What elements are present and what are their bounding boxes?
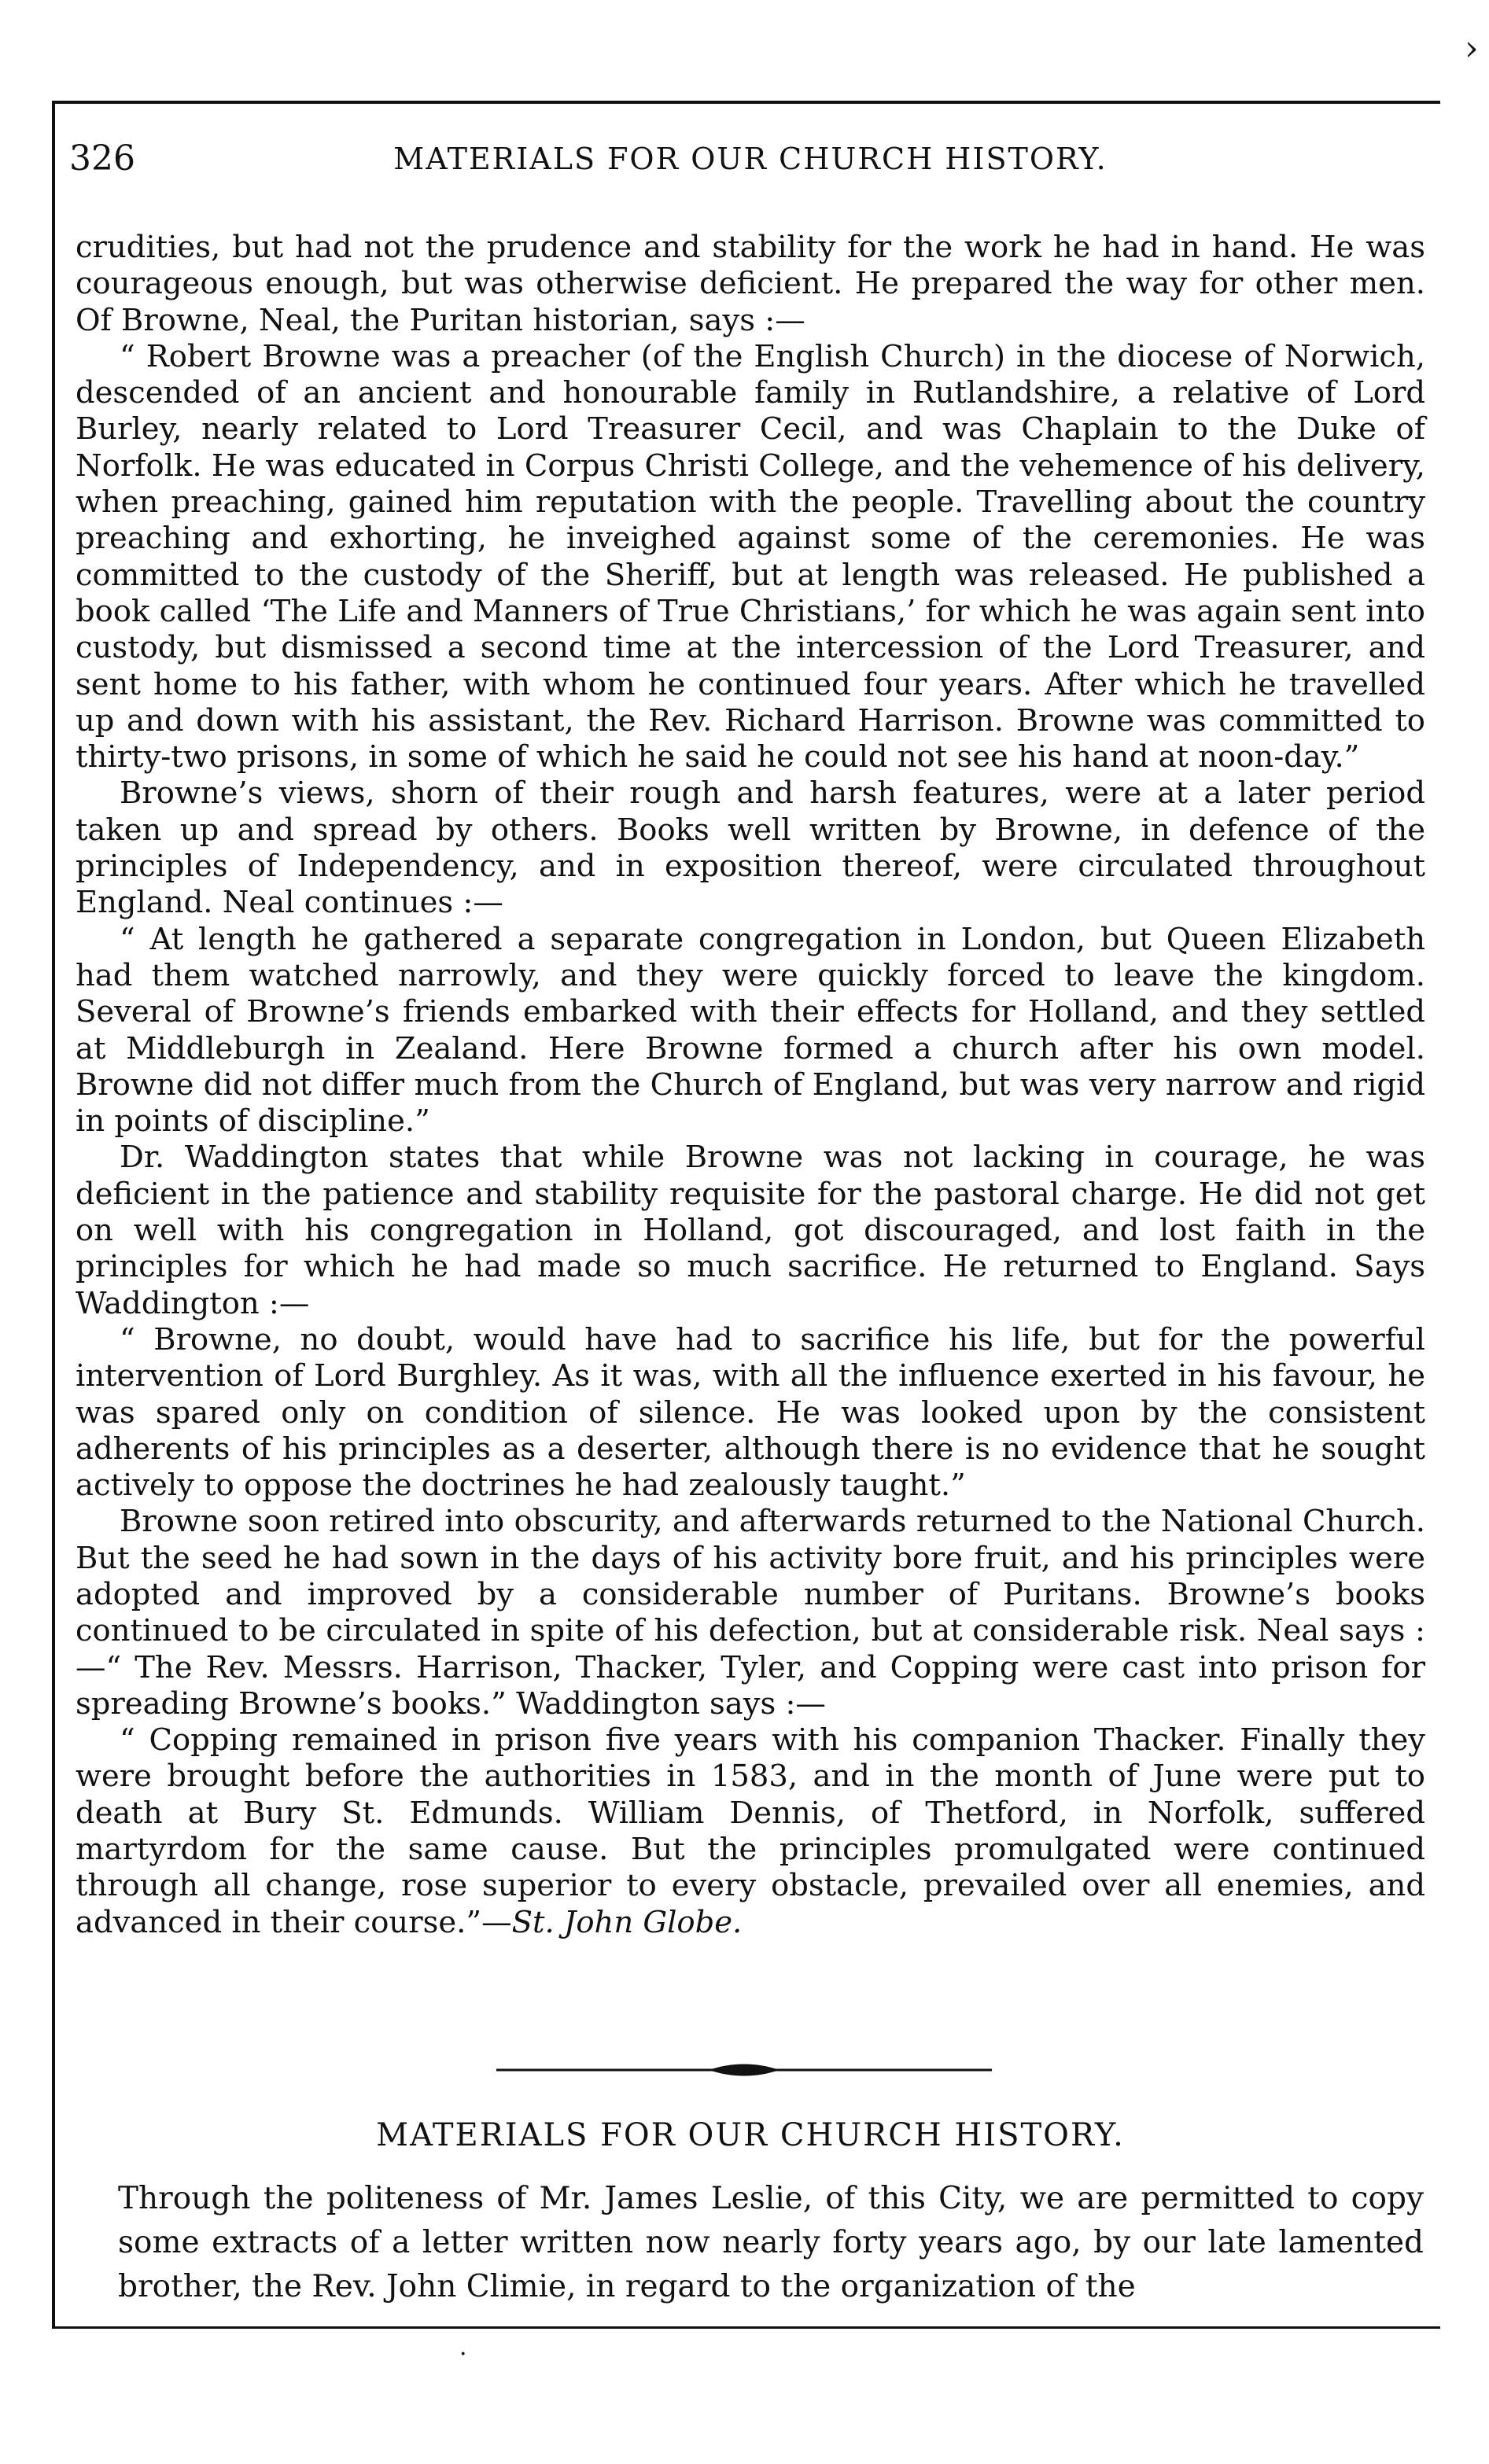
page-number: 326	[69, 138, 135, 179]
article-final-paragraph	[76, 1722, 1425, 1941]
article-paragraph: “ Robert Browne was a preacher (of the English Church) in the diocese of Norwich, descended of an ancient and honourable family in Rutlandshire, a relative of Lord Burley, nearly related to Lord Treasurer Cecil, and was Chaplain to the Duke of Norfolk. He was educated in Corpus Christi College, and the vehemence of his delivery, when preaching, gained him reputation with the people. Travelling about the country preaching and exhorting, he inveighed against some of the ceremonies. He was committed to the custody of the Sheriff, but at length was released. He published a book called ‘The Life and Manners of True Christians,’ for which he was again sent into custody, but dismissed a second time at the intercession of the Lord Treasurer, and sent home to his father, with whom he continued four years. After which he travelled up and down with his assistant, the Rev. Richard Harrison. Browne was committed to thirty-two prisons, in some of which he said he could not see his hand at noon-day.”	[76, 338, 1425, 775]
article-paragraph: Browne’s views, shorn of their rough and harsh features, were at a later period taken up and spread by others. Books well written by Browne, in defence of the principles of Independency, and in exposition thereof, were circulated throughout England. Neal continues :—	[76, 775, 1425, 921]
section-divider-ornament	[496, 2061, 992, 2079]
page-frame-top-rule	[52, 101, 1440, 104]
page-frame-bottom-rule	[52, 2326, 1440, 2329]
running-title: MATERIALS FOR OUR CHURCH HISTORY.	[393, 142, 1108, 176]
source-attribution: St. John Globe.	[511, 1904, 743, 1940]
scan-speck: ·	[459, 2341, 467, 2368]
section-heading: MATERIALS FOR OUR CHURCH HISTORY.	[376, 2117, 1125, 2153]
section-paragraph: Through the politeness of Mr. James Leslie, of this City, we are permitted to copy some extracts of a letter written now nearly forty years ago, by our late lamented brother, the Rev. John Climie, in regard to the organization of the	[118, 2181, 1424, 2304]
article-body	[76, 230, 1425, 1941]
final-paragraph-text: “ Copping remained in prison five years with his companion Thacker. Finally they were brought before the authorities in 1583, and in the month of June were put to death at Bury St. Edmunds. William Dennis, of Thetford, in Norfolk, suffered martyrdom for the same cause. But the principles promulgated were continued through all change, rose superior to every obstacle, prevailed over all enemies, and advanced in their course.”—	[76, 1722, 1425, 1940]
page-frame-left-rule	[52, 101, 55, 2326]
article-paragraph: “ Browne, no doubt, would have had to sacrifice his life, but for the powerful intervention of Lord Burghley. As it was, with all the influence exerted in his favour, he was spared only on condition of silence. He was looked upon by the consistent adherents of his principles as a deserter, although there is no evidence that he sought actively to oppose the doctrines he had zealously taught.”	[76, 1321, 1425, 1504]
article-paragraph: crudities, but had not the prudence and stability for the work he had in hand. He was courageous enough, but was otherwise deficient. He prepared the way for other men. Of Browne, Neal, the Puritan historian, says :—	[76, 230, 1425, 338]
scan-corner-mark: ›	[1465, 28, 1479, 68]
article-paragraph: “ At length he gathered a separate congregation in London, but Queen Elizabeth had them watched narrowly, and they were quickly forced to leave the kingdom. Several of Browne’s friends embarked with their effects for Holland, and they settled at Middleburgh in Zealand. Here Browne formed a church after his own model. Browne did not differ much from the Church of England, but was very narrow and rigid in points of discipline.”	[76, 921, 1425, 1140]
running-header	[69, 138, 1432, 182]
article-paragraph: Dr. Waddington states that while Browne was not lacking in courage, he was deficient in the patience and stability requisite for the pastoral charge. He did not get on well with his congregation in Holland, got discouraged, and lost faith in the principles for which he had made so much sacrifice. He returned to England. Says Waddington :—	[76, 1140, 1425, 1321]
section-body	[118, 2177, 1424, 2309]
article-paragraph: Browne soon retired into obscurity, and afterwards returned to the National Church. But the seed he had sown in the days of his activity bore fruit, and his principles were adopted and improved by a considerable number of Puritans. Browne’s books continued to be circulated in spite of his defection, but at considerable risk. Neal says :—“ The Rev. Messrs. Harrison, Thacker, Tyler, and Copping were cast into prison for spreading Browne’s books.” Waddington says :—	[76, 1504, 1425, 1722]
